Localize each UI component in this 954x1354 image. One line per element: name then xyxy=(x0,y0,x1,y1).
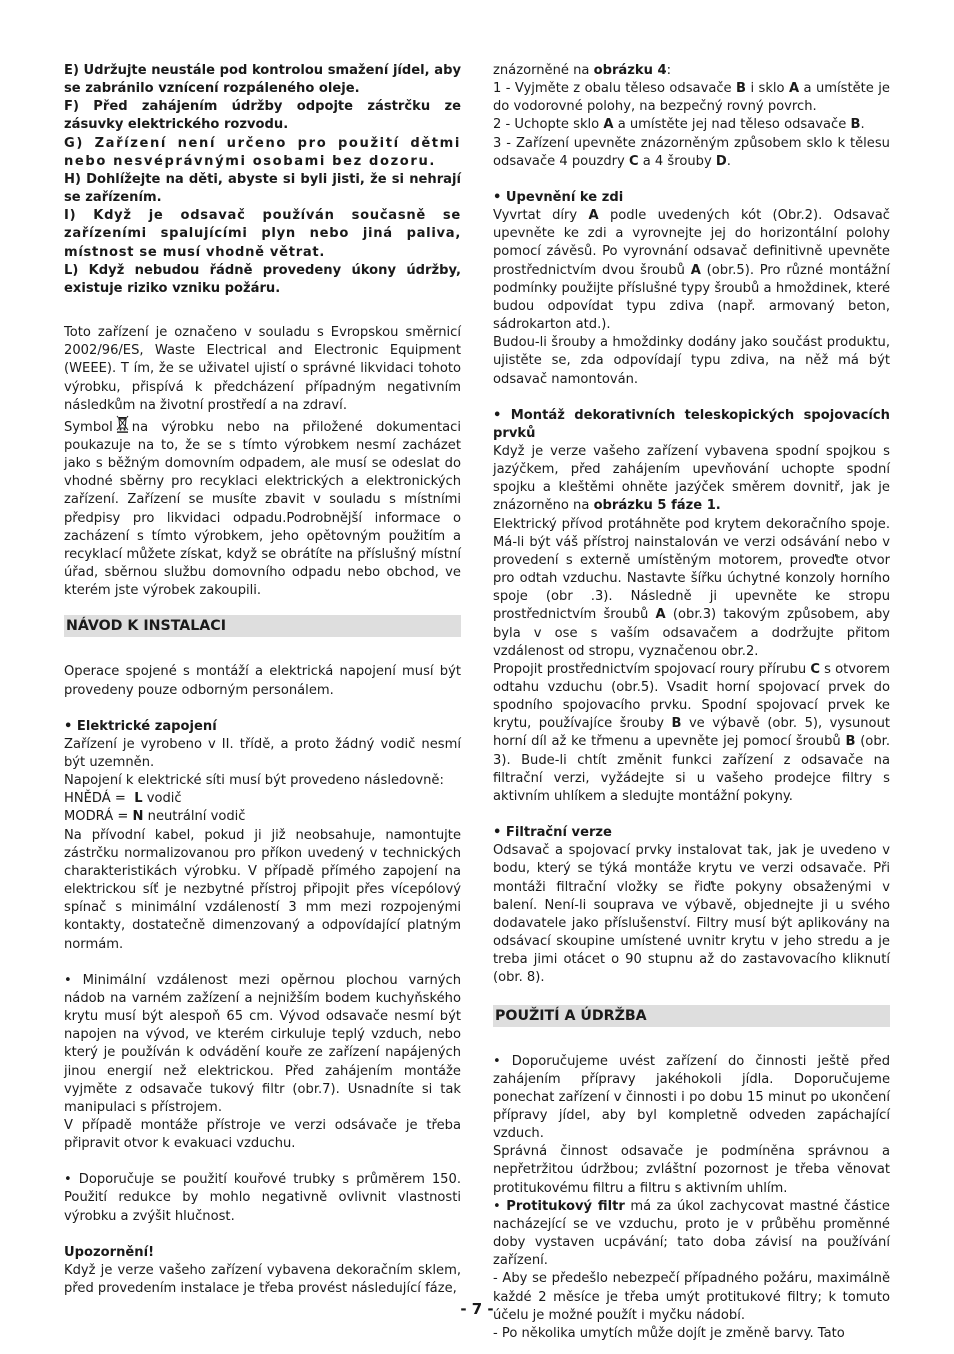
warning-text: Když je verze vašeho zařízení vybavena dekoračním sklem, před provedením instalace je třeba provést následující fáze, xyxy=(64,1262,461,1297)
crossed-bin-icon xyxy=(116,415,129,433)
right-column xyxy=(493,62,890,1343)
symbol-before-text: Symbol xyxy=(64,419,113,435)
suction-opening: V případě montáže přístroje ve verzi odsávače je třeba připravit otvor k evakuaci vzduchu. xyxy=(64,1117,461,1152)
color-change: - Po několika umytích může dojít je změně barvy. Tato xyxy=(493,1325,845,1341)
telescopic-title: • Montáž dekorativních teleskopických spojovacích prvků xyxy=(493,407,890,441)
warning-title: Upozornění! xyxy=(64,1244,155,1260)
grease-filter: • Protitukový filtr má za úkol zachycovat mastné částice nacházející se ve vzduchu, proto je v průběhu proměnné doby vystaven ucpávání; tato doba závisí na používání zařízení. xyxy=(493,1198,890,1269)
electric-plug: Na přívodní kabel, pokud ji již neobsahuje, namontujte zástrčku normalizovanou pro příkon uvedený v technických charakteristikách výrobku. V případě přímého zapojení na elektrickou síť je nezbytné přístroj připojit přes vícepólový spínač s minimální vzdáleností 3 mm mezi rozpojenými kontakty, dostatečně dimenzovaný a odpovídající platným normám. xyxy=(64,827,461,952)
symbol-paragraph xyxy=(64,415,461,601)
telescopic-p2: Elektrický přívod protáhněte pod krytem dekoračního spoje. Má-li být váš přístroj nainstalován ve verzi odsávání nebo v provedení s externě umístěným motorem, proveďte otvor pro odtah vzduchu. Nastavte šířku úchytné konzoly horního spoje (obr .3). Následně ji upevněte ke stropu prostřednictvím šroubů A (obr.3) takovým způsobem, aby byla v ose s vaším odsavačem a dodržujte přitom vzdálenost od stropu, vyznačenou obr.2. xyxy=(493,516,891,659)
filter-title: • Filtrační verze xyxy=(493,825,612,841)
electric-class: Zařízení je vyrobeno v II. třídě, a proto žádný vodič nesmí být uzemněn. xyxy=(64,736,461,770)
step-2: 2 - Uchopte sklo A a umístěte jej nad těleso odsavače B. xyxy=(493,117,865,133)
fire-warning: - Aby se předešlo nebezpečí případného požáru, maximálně každé 2 měsíce je třeba umýt protitukové filtry; k tomuto účelu je možné použít i myčku nádobí. xyxy=(493,1271,890,1323)
warning-l: L) Když nebudou řádně provedeny úkony údržby, existuje riziko vzniku požáru. xyxy=(64,262,461,296)
wall-text: Vyvrtat díry A podle uvedených kót (Obr.2). Odsavač upevněte ke zdi a vyrovnejte jej do horizontální polohy pomocí závěsů. Po vyrovnání odsavač definitivně upevněte prostřednictvím dvou šroubů A (obr.5). Pro různé montážní podmínky použijte příslušné typy šroubů a hmoždinek, které budou odpovídat typu zdiva (např. armovaný beton, sádrokarton atd.). xyxy=(493,208,890,333)
use-p2: Správná činnost odsavače je podmíněna správnou a nepřetržitou údržbou; zvláštní pozornost je třeba věnovat protitukovému filtru a filtru s aktivním uhlím. xyxy=(493,1144,890,1196)
filter-text: Odsavač a spojovací prvky instalovat tak, jak je uvedeno v bodu, který se týká montáže krytu ve verzi odsavače. Při montáži filtrační vložky se řiďte pokyny obsaženými v balení. Není-li souprava ve výbavě, objednejte ji u svého dodavatele jako příslušenství. Filtry musí být aplikovány na odsávací skoupine umístené uvnitr krytu v jeho stredu a je treba jimi otácet o 90 stupnu až do zastavovacího kliknutí (obr. 8). xyxy=(493,843,890,986)
use-p1: • Doporučujeme uvést zařízení do činnosti ještě před zahájením přípravy jakéhokoli jídla. Doporučujeme ponechat zařízení v činnosti i po dobu 15 minut po ukončení přípravy jídel, aby byl kompletně odveden zapáchající vzduch. xyxy=(493,1053,890,1142)
telescopic-p1: Když je verze vašeho zařízení vybavena spodní spojkou s jazýčkem, před zahájením upevňování uchopte spodní spojku a kleštěmi ohněte jazýček směrem dovnitř, jak je znázorněno na obrázku 5 fáze 1. xyxy=(493,443,890,514)
wire-brown: HNĚDÁ = L vodič xyxy=(64,791,182,807)
warning-e: E) Udržujte neustále pod kontrolou smažení jídel, aby se zabránilo vznícení rozpáleného oleje. xyxy=(64,63,461,97)
wall-screws: Budou-li šrouby a hmoždinky dodány jako součást produktu, ujistěte se, zda odpovídají typu zdiva, na něž má být odsavač namontován. xyxy=(493,335,890,387)
symbol-after-text: na výrobku nebo na přiložené dokumentaci poukazuje na to, že se s tímto výrobkem nesmí zacházet jako s běžným domovním odpadem, ale musí se odeslat do vhodné sběrny pro recyklaci elektrických a elektronických zařízení. Zařízení se musíte zbavit v souladu s místními předpisy pro likvidaci odpadu.Podrobnější informace o zacházení s tímto výrobkem, jeho opětovným použitím a recyklací můžete získat, když se obrátíte na příslušný místní úřad, sběrnou službu domovního odpadu nebo obchod, ve kterém jste výrobek zakoupili. xyxy=(64,419,461,599)
figure4-intro: znázorněné na obrázku 4: xyxy=(493,63,672,78)
page-number: - 7 - xyxy=(460,1300,494,1318)
electric-title: • Elektrické zapojení xyxy=(64,718,217,734)
electric-connection: Napojení k elektrické síti musí být provedeno následovně: xyxy=(64,773,444,789)
weee-paragraph: Toto zařízení je označeno v souladu s Evropskou směrnicí 2002/96/ES, Waste Electrical and Electronic Equipment (WEEE). T ím, že se uživatel ujistí o správné likvidaci tohoto výrobku, přispívá k předcházení případným negativním následkům na životní prostředí a na zdraví. xyxy=(64,325,461,413)
warning-i: I) Když je odsavač používán současně se zařízeními spalujícími plyn nebo jiná paliva, místnost se musí vhodně větrat. xyxy=(64,208,461,260)
min-distance: • Minimální vzdálenost mezi opěrnou plochou varných nádob na varném zažízení a nejnižším bodem kuchyňského krytu musí být alespoň 65 cm. Vývod odsavače nesmí být napojen na vývod, ve kterém cirkuluje teplý vzduch, nebo který je používán k odvádění kouře ze zařízení napájených jinou energií než elektrickou. Před zahájením montáže vyjměte z odsavače tukový filtr (obr.7). Usnadníte si tak manipulaci s přístrojem. xyxy=(64,972,461,1115)
wall-title: • Upevnění ke zdi xyxy=(493,189,624,205)
warning-f: F) Před zahájením údržby odpojte zástrčku ze zásuvky elektrického rozvodu. xyxy=(64,99,461,133)
wire-blue: MODRÁ = N neutrální vodič xyxy=(64,809,246,825)
warning-h: H) Dohlížejte na děti, abyste si byli jisti, že si nehrají se zařízením. xyxy=(64,171,461,206)
step-1: 1 - Vyjměte z obalu těleso odsavače B i sklo A a umístěte je do vodorovné polohy, na bezpečný rovný povrch. xyxy=(493,81,890,115)
telescopic-p3: Propojit prostřednictvím spojovací roury přírubu C s otvorem odtahu vzduchu (obr.5). Vsadit horní spojovací prvek do spodního spojovacího prvku. Spodní spojovací prvek ke krytu, používajíce šrouby B ve výbavě (obr. 5), vysunout horní díl až ke třmenu a upevněte jej pomocí šroubů B (obr. 3). Bude-li chtít změnit funkci zařízení z odsavače na filtrační verzi, vyžádejte si u vašeho prodejce filtry s aktivním uhlíkem a sledujte montážní pokyny. xyxy=(493,661,891,804)
use-heading: POUŽITÍ A ÚDRŽBA xyxy=(493,1005,890,1027)
left-column xyxy=(64,62,461,1298)
step-3: 3 - Zařízení upevněte znázorněným způsobem sklo k tělesu odsavače 4 pouzdry C a 4 šrouby D. xyxy=(493,135,890,169)
warning-g: G) Zařízení není určeno pro použití dětmi nebo nesvéprávnými osobami bez dozoru. xyxy=(64,135,461,169)
tube-recommendation: • Doporučuje se použití kouřové trubky s průměrem 150. Použití redukce by mohlo negativně ovlivnit vlastnosti výrobku a zvýšit hlučnost. xyxy=(64,1172,461,1224)
install-heading: NÁVOD K INSTALACI xyxy=(64,615,461,637)
install-intro: Operace spojené s montáží a elektrická napojení musí být provedeny pouze odborným personálem. xyxy=(64,664,461,698)
